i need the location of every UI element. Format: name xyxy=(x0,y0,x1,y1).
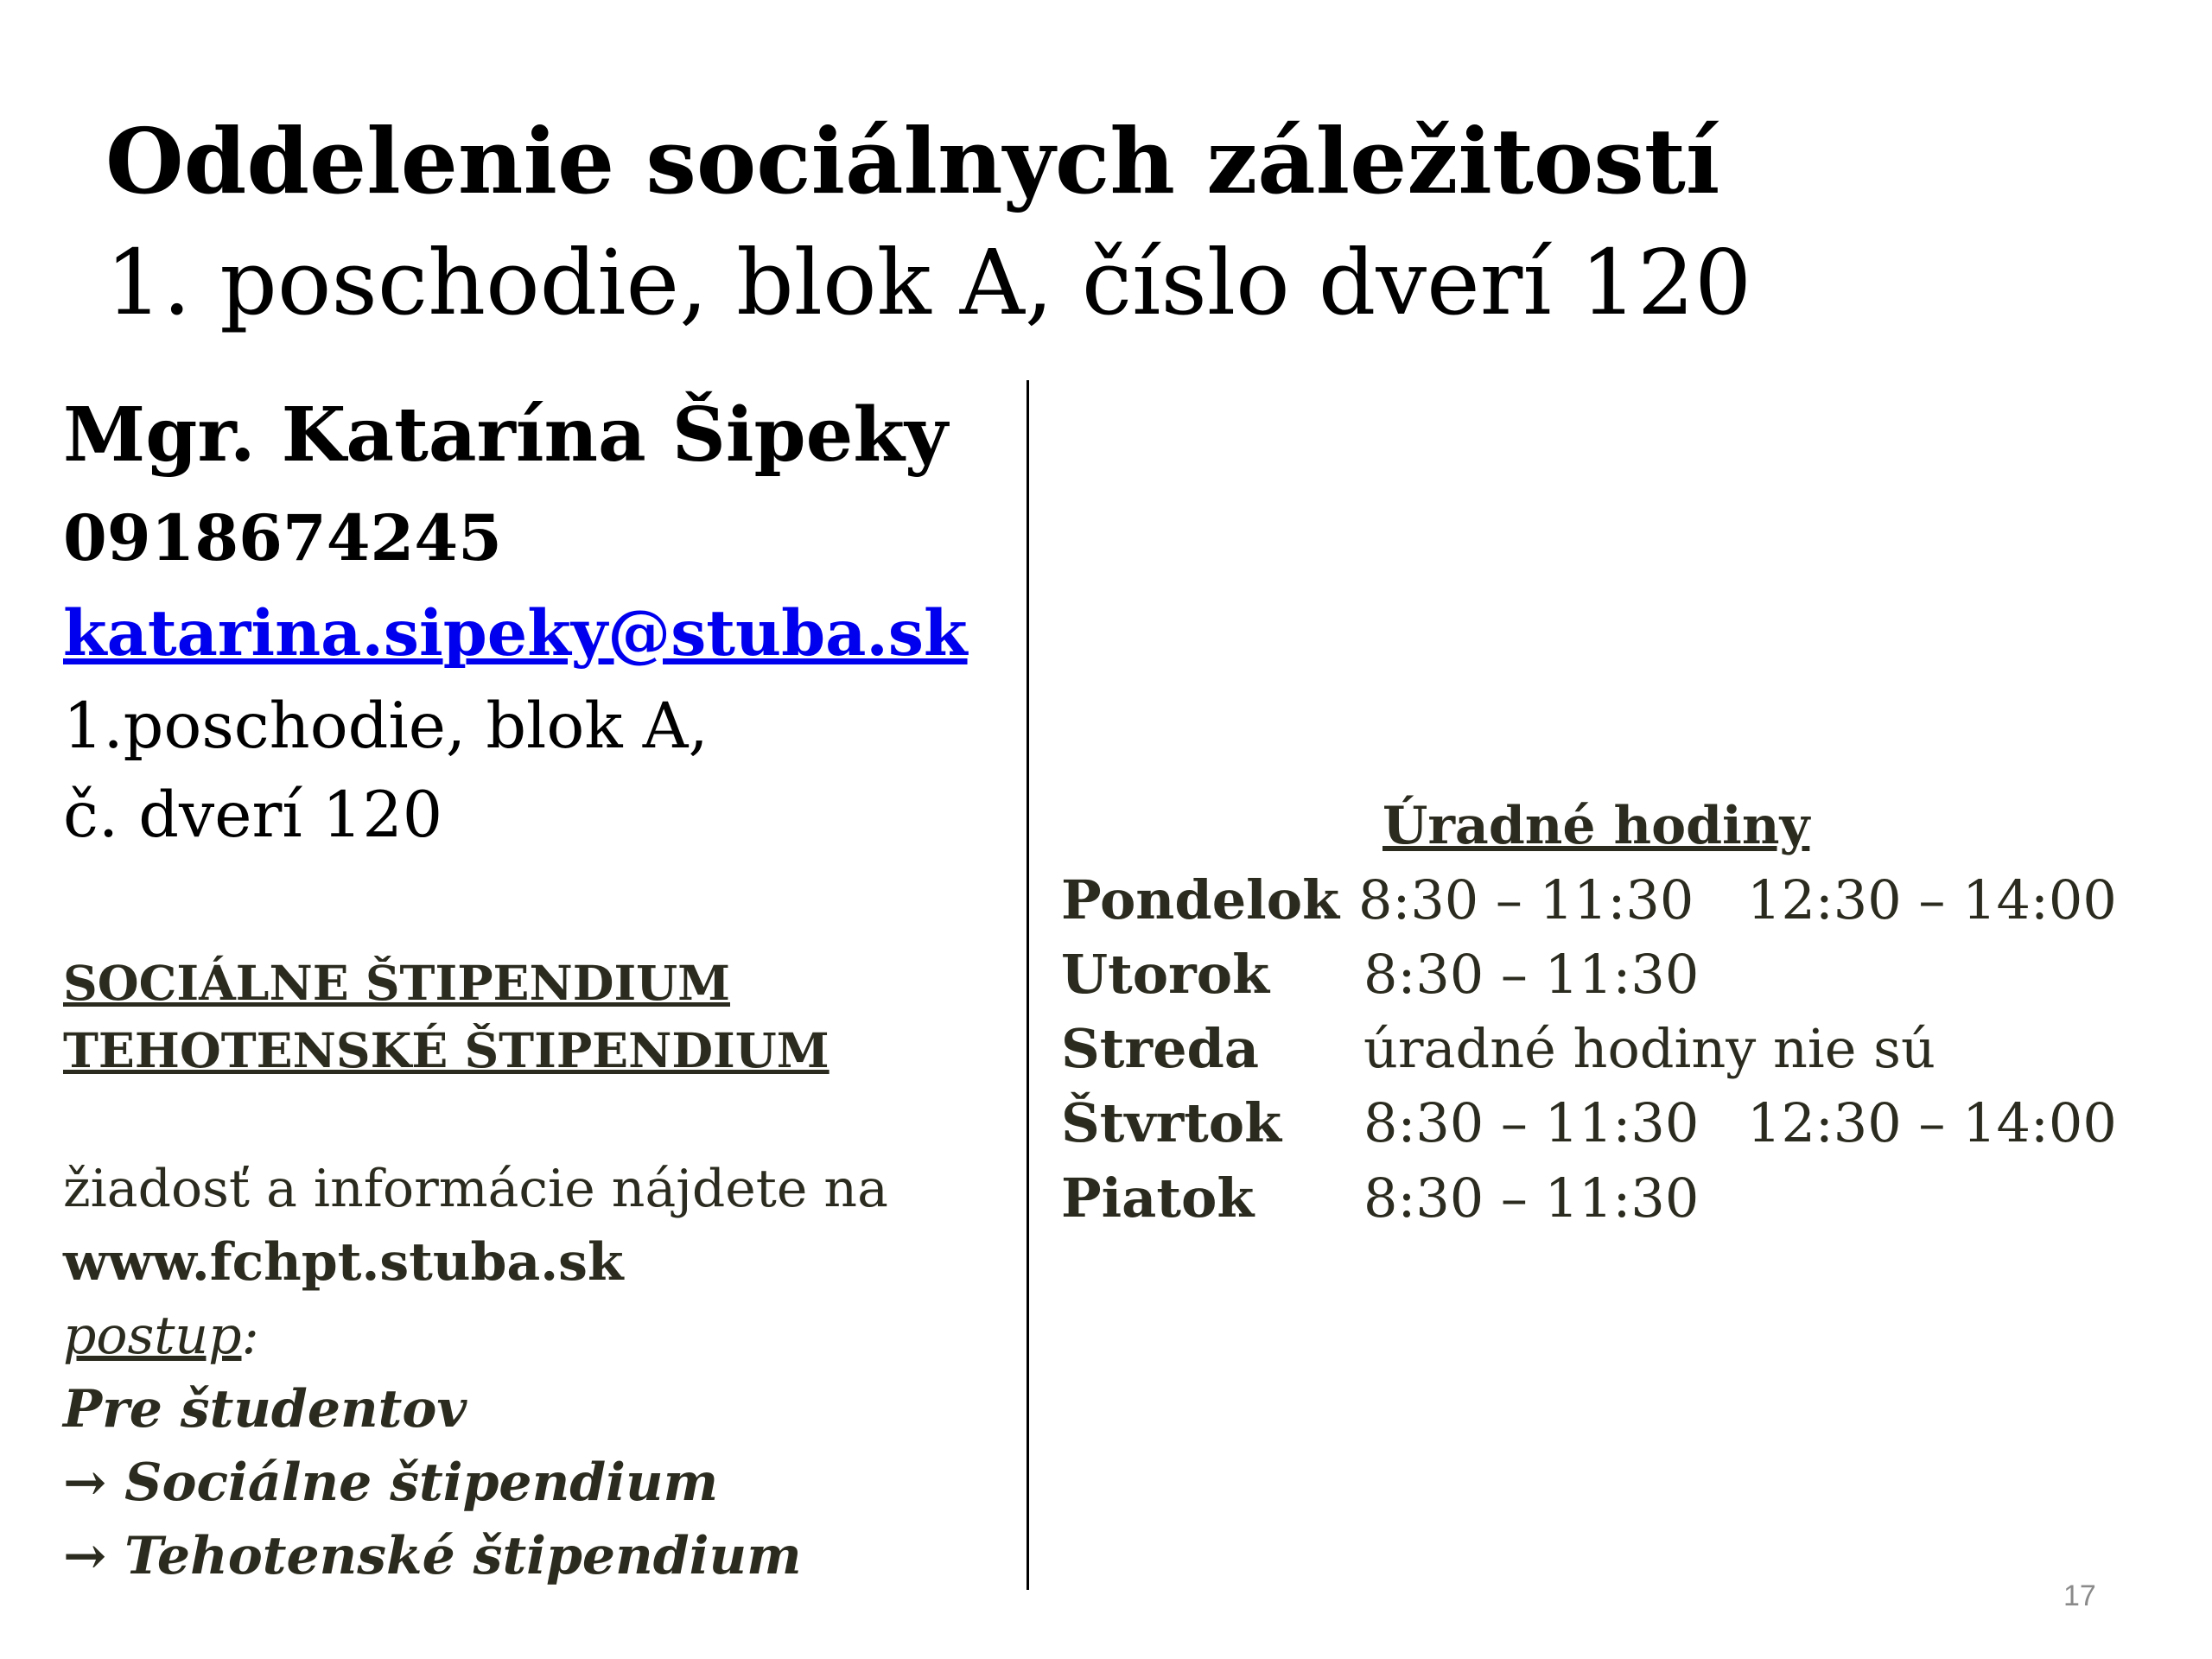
procedure-step-social: → Sociálne štipendium xyxy=(63,1452,719,1513)
day-label: Piatok xyxy=(1061,1166,1255,1230)
time-slot-2: 12:30 – 14:00 xyxy=(1747,1091,2117,1154)
scholarship-social-heading: SOCIÁLNE ŠTIPENDIUM xyxy=(63,955,731,1011)
contact-name: Mgr. Katarína Šipeky xyxy=(63,391,948,479)
procedure-label-text: postup xyxy=(63,1306,242,1366)
page-title: Oddelenie sociálnych záležitostí xyxy=(105,108,1720,214)
procedure-label xyxy=(63,1305,259,1367)
time-slot-2: 12:30 – 14:00 xyxy=(1747,868,2117,931)
office-hours-title: Úradné hodiny xyxy=(1382,796,1810,856)
day-label: Štvrtok xyxy=(1061,1091,1282,1154)
info-text: žiadosť a informácie nájdete na xyxy=(63,1159,888,1219)
procedure-step-students: Pre študentov xyxy=(63,1379,467,1440)
time-slot-1: 8:30 – 11:30 xyxy=(1363,1166,1700,1230)
page-subtitle: 1. poschodie, blok A, číslo dverí 120 xyxy=(105,230,1752,335)
column-divider xyxy=(1027,380,1029,1590)
website-text: www.fchpt.stuba.sk xyxy=(63,1232,624,1293)
day-label: Streda xyxy=(1061,1017,1260,1080)
contact-address-line2: č. dverí 120 xyxy=(63,779,443,852)
contact-address-line1: 1.poschodie, blok A, xyxy=(63,690,709,763)
procedure-label-colon: : xyxy=(241,1306,259,1366)
time-slot-1: 8:30 – 11:30 xyxy=(1363,1091,1700,1154)
contact-phone: 0918674245 xyxy=(63,501,502,575)
time-slot-1: úradné hodiny nie sú xyxy=(1363,1017,1936,1080)
page-number: 17 xyxy=(2063,1580,2096,1612)
day-label: Utorok xyxy=(1061,943,1270,1006)
scholarship-maternity-heading: TEHOTENSKÉ ŠTIPENDIUM xyxy=(63,1022,830,1078)
day-label: Pondelok xyxy=(1061,868,1340,931)
contact-email-link[interactable]: katarina.sipeky@stuba.sk xyxy=(63,596,968,671)
time-slot-1: 8:30 – 11:30 xyxy=(1358,868,1694,931)
time-slot-1: 8:30 – 11:30 xyxy=(1363,943,1700,1006)
procedure-step-maternity: → Tehotenské štipendium xyxy=(63,1526,802,1586)
